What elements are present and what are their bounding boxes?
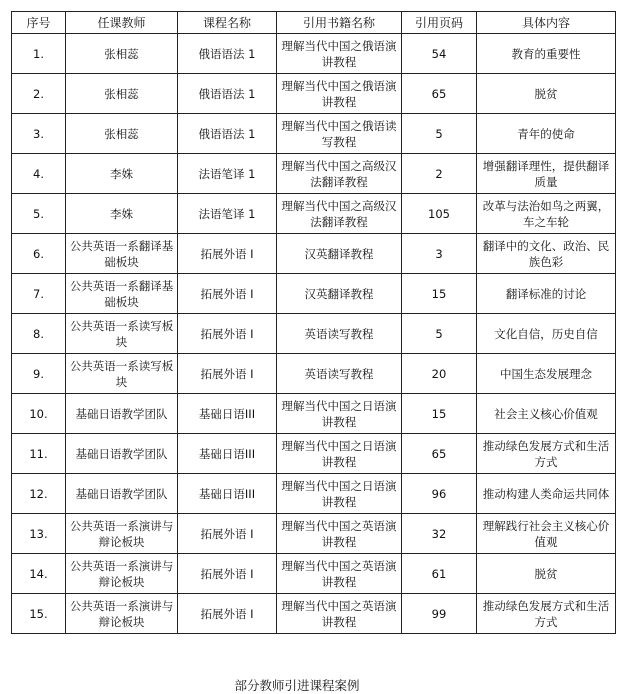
table-row [12, 594, 616, 634]
cell-teacher: 公共英语一系读写板块 [66, 314, 178, 354]
cell-book-title: 理解当代中国之日语演讲教程 [277, 474, 402, 514]
cell-book-title: 理解当代中国之英语演讲教程 [277, 594, 402, 634]
cell-page-number: 32 [402, 514, 477, 554]
cell-serial-number: 3. [12, 114, 66, 154]
table-row [12, 154, 616, 194]
cell-serial-number: 11. [12, 434, 66, 474]
table-row [12, 114, 616, 154]
cell-serial-number: 1. [12, 34, 66, 74]
cell-teacher: 张相蕊 [66, 34, 178, 74]
cell-course-name: 拓展外语 I [178, 274, 277, 314]
table-row [12, 354, 616, 394]
cell-page-number: 20 [402, 354, 477, 394]
cell-course-name: 基础日语III [178, 434, 277, 474]
cell-book-title: 理解当代中国之英语演讲教程 [277, 554, 402, 594]
cell-content: 脱贫 [477, 74, 616, 114]
cell-course-name: 拓展外语 I [178, 314, 277, 354]
cell-content: 翻译中的文化、政治、民族色彩 [477, 234, 616, 274]
cell-teacher: 公共英语一系演讲与辩论板块 [66, 594, 178, 634]
cell-content: 脱贫 [477, 554, 616, 594]
cell-content: 改革与法治如鸟之两翼，车之车轮 [477, 194, 616, 234]
table-row [12, 514, 616, 554]
cell-serial-number: 10. [12, 394, 66, 434]
cell-course-name: 法语笔译 1 [178, 154, 277, 194]
cell-course-name: 俄语语法 1 [178, 74, 277, 114]
cell-course-name: 拓展外语 I [178, 554, 277, 594]
cell-serial-number: 15. [12, 594, 66, 634]
cell-serial-number: 12. [12, 474, 66, 514]
cell-course-name: 拓展外语 I [178, 594, 277, 634]
cell-content: 理解践行社会主义核心价值观 [477, 514, 616, 554]
cell-book-title: 理解当代中国之俄语读写教程 [277, 114, 402, 154]
cell-teacher: 公共英语一系演讲与辩论板块 [66, 514, 178, 554]
cell-book-title: 汉英翻译教程 [277, 274, 402, 314]
cell-serial-number: 13. [12, 514, 66, 554]
cell-content: 推动绿色发展方式和生活方式 [477, 434, 616, 474]
cell-page-number: 5 [402, 314, 477, 354]
cell-teacher: 基础日语教学团队 [66, 474, 178, 514]
cell-serial-number: 14. [12, 554, 66, 594]
cell-page-number: 15 [402, 394, 477, 434]
cell-content: 教育的重要性 [477, 34, 616, 74]
cell-book-title: 理解当代中国之日语演讲教程 [277, 394, 402, 434]
cell-page-number: 54 [402, 34, 477, 74]
cell-book-title: 英语读写教程 [277, 354, 402, 394]
header-serial-number: 序号 [12, 12, 66, 34]
cell-content: 增强翻译理性，提供翻译质量 [477, 154, 616, 194]
cell-page-number: 61 [402, 554, 477, 594]
cell-teacher: 公共英语一系翻译基础板块 [66, 274, 178, 314]
cell-teacher: 张相蕊 [66, 114, 178, 154]
table-row [12, 394, 616, 434]
cell-course-name: 基础日语III [178, 474, 277, 514]
cell-course-name: 拓展外语 I [178, 514, 277, 554]
cell-content: 文化自信，历史自信 [477, 314, 616, 354]
cell-course-name: 拓展外语 I [178, 234, 277, 274]
cell-content: 社会主义核心价值观 [477, 394, 616, 434]
header-teacher: 任课教师 [66, 12, 178, 34]
cell-course-name: 法语笔译 1 [178, 194, 277, 234]
cell-book-title: 理解当代中国之俄语演讲教程 [277, 34, 402, 74]
cell-book-title: 理解当代中国之高级汉法翻译教程 [277, 154, 402, 194]
cell-book-title: 理解当代中国之英语演讲教程 [277, 514, 402, 554]
table-row [12, 274, 616, 314]
cell-content: 推动绿色发展方式和生活方式 [477, 594, 616, 634]
cell-course-name: 俄语语法 1 [178, 34, 277, 74]
table-row [12, 234, 616, 274]
cell-serial-number: 8. [12, 314, 66, 354]
cell-serial-number: 6. [12, 234, 66, 274]
cell-book-title: 英语读写教程 [277, 314, 402, 354]
cell-teacher: 公共英语一系翻译基础板块 [66, 234, 178, 274]
cell-page-number: 15 [402, 274, 477, 314]
cell-teacher: 李姝 [66, 154, 178, 194]
cell-page-number: 3 [402, 234, 477, 274]
table-row [12, 474, 616, 514]
cell-page-number: 99 [402, 594, 477, 634]
table-row [12, 314, 616, 354]
cell-content: 推动构建人类命运共同体 [477, 474, 616, 514]
cell-content: 翻译标准的讨论 [477, 274, 616, 314]
header-page-number: 引用页码 [402, 12, 477, 34]
cell-page-number: 65 [402, 434, 477, 474]
table-header-row [12, 12, 616, 34]
cell-page-number: 96 [402, 474, 477, 514]
header-content: 具体内容 [477, 12, 616, 34]
cell-book-title: 理解当代中国之俄语演讲教程 [277, 74, 402, 114]
table-body [12, 34, 616, 634]
document-page [11, 11, 615, 693]
cell-teacher: 张相蕊 [66, 74, 178, 114]
table-caption: 部分教师引进课程案例 [234, 678, 360, 693]
header-book-title: 引用书籍名称 [277, 12, 402, 34]
cell-book-title: 理解当代中国之高级汉法翻译教程 [277, 194, 402, 234]
cell-page-number: 2 [402, 154, 477, 194]
cell-serial-number: 9. [12, 354, 66, 394]
table-row [12, 434, 616, 474]
cell-content: 青年的使命 [477, 114, 616, 154]
cell-page-number: 5 [402, 114, 477, 154]
cell-serial-number: 7. [12, 274, 66, 314]
table-row [12, 74, 616, 114]
table-row [12, 554, 616, 594]
cell-teacher: 李姝 [66, 194, 178, 234]
cell-book-title: 理解当代中国之日语演讲教程 [277, 434, 402, 474]
table-row [12, 194, 616, 234]
course-citation-table [11, 11, 616, 634]
cell-content: 中国生态发展理念 [477, 354, 616, 394]
cell-course-name: 拓展外语 I [178, 354, 277, 394]
cell-page-number: 65 [402, 74, 477, 114]
cell-teacher: 公共英语一系读写板块 [66, 354, 178, 394]
cell-teacher: 公共英语一系演讲与辩论板块 [66, 554, 178, 594]
header-course-name: 课程名称 [178, 12, 277, 34]
cell-teacher: 基础日语教学团队 [66, 434, 178, 474]
cell-course-name: 俄语语法 1 [178, 114, 277, 154]
table-row [12, 34, 616, 74]
cell-serial-number: 4. [12, 154, 66, 194]
cell-teacher: 基础日语教学团队 [66, 394, 178, 434]
cell-course-name: 基础日语III [178, 394, 277, 434]
cell-book-title: 汉英翻译教程 [277, 234, 402, 274]
cell-serial-number: 5. [12, 194, 66, 234]
cell-serial-number: 2. [12, 74, 66, 114]
cell-page-number: 105 [402, 194, 477, 234]
